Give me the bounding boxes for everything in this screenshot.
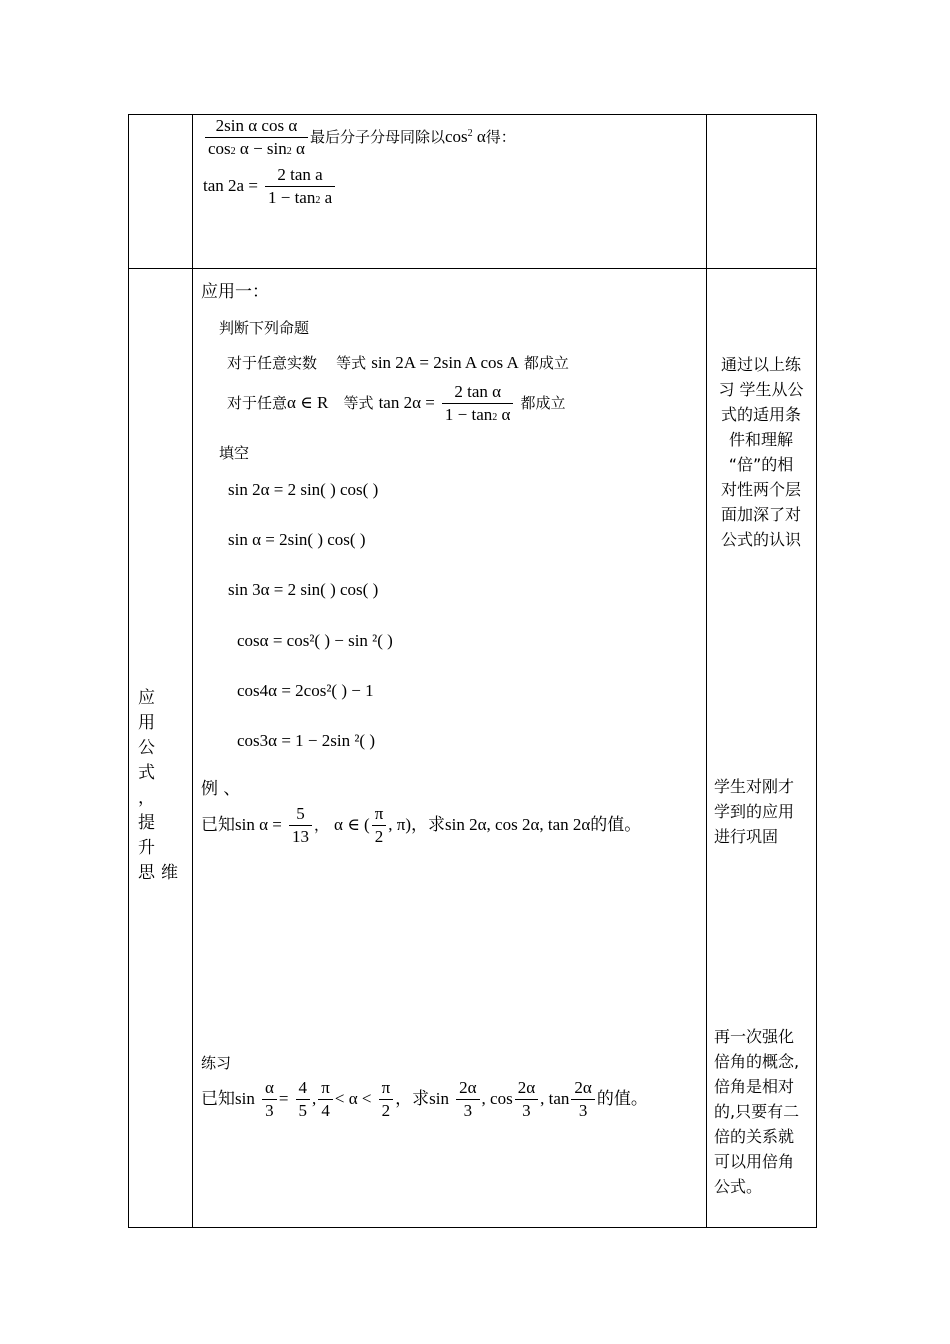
table-bottom-border	[128, 1227, 817, 1228]
formula-numerator: 2 tan a	[265, 165, 335, 187]
tan2a-formula	[203, 165, 337, 208]
derivation-fraction	[205, 116, 308, 159]
fill-line-6: cos3α = 1 − 2sin ²( )	[237, 731, 376, 750]
fill-line-1: sin 2α = 2 sin( ) cos( )	[228, 480, 379, 499]
table-top-border	[128, 114, 817, 115]
note-3: 再一次强化 倍角的概念, 倍角是相对 的,只要有二 倍的关系就 可以用倍角 公式。	[714, 1027, 800, 1196]
application-heading: 应用一：	[201, 282, 269, 302]
example-pi-fraction: $\frac{\pi}{2}$	[372, 804, 387, 847]
formula-lhs: tan 2a =	[203, 176, 258, 195]
fill-line-4: cosα = cos²( ) − sin ²( )	[237, 631, 393, 650]
fraction-denominator: cos2 α − sin2 α	[208, 139, 305, 158]
divisor-expression: $\cos^2 \alpha$	[444, 127, 486, 146]
fill-line-2: sin α = 2sin( ) cos( )	[228, 530, 366, 549]
column-divider-2	[706, 114, 707, 1228]
judge-item-1: 对于任意实数 等式 sin 2A = 2sin A cos A 都成立	[227, 353, 569, 372]
formula-fraction	[265, 165, 335, 208]
row2-content	[201, 272, 706, 1222]
note-2: 学生对刚才 学到的应用 进行巩固	[714, 777, 795, 846]
example-problem: 已知sin α = $\frac{5}{13}$ ， α ∈ ( $\frac{\pi}{2}$ , π)，求sin 2α, cos 2α, tan 2α的值。	[201, 804, 642, 846]
practice-problem: 已知sin $\frac{\alpha}{3}$ = $\frac{4}{5}$ , $\frac{\pi}{4}$ < α < $\frac{\pi}{2}$ ，求sin $\frac{2\alpha}{3}$ , cos $\frac{2\alpha}{3}$ , tan $\frac{2\alpha}{3}$ 的值。	[201, 1078, 648, 1120]
example-fraction: $\frac{5}{13}$	[289, 804, 312, 847]
formula-denominator: 1 − tan2 a	[268, 188, 333, 207]
judge2-fraction: $\frac{\text{2 tan α}}{1 - \tan 2 \alpha}$	[442, 382, 514, 425]
table-left-border	[128, 114, 129, 1228]
fill-line-3: sin 3α = 2 sin( ) cos( )	[228, 580, 379, 599]
fill-title: 填空	[219, 444, 250, 462]
derivation-line	[203, 116, 516, 159]
derivation-note: 最后分子分母同除以	[309, 128, 445, 146]
fraction-numerator: 2sin α cos α	[205, 116, 308, 138]
table-right-border	[816, 114, 817, 1228]
judge-item-2: 对于任意α ∈ R 等式 tan 2α = $\frac{\text{2 tan α}}{1 - \tan 2 \alpha}$ 都成立	[227, 382, 566, 424]
section-label: 应 用 公 式 ， 提 升 思维	[138, 688, 184, 883]
note-1: 通过以上练 习 学生从公 式的适用条 件和理解 “倍”的相 对性两个层 面加深了对 公式的认识	[718, 355, 804, 549]
judge-title: 判断下列命题	[219, 319, 310, 337]
practice-label: 练习	[201, 1054, 232, 1072]
column-divider-1	[192, 114, 193, 1228]
derivation-note-end: 得：	[485, 128, 516, 146]
row1-content	[203, 116, 703, 266]
row-divider	[128, 268, 817, 269]
judge1-formula: sin 2A = 2sin A cos A	[371, 353, 519, 372]
fill-line-5: cos4α = 2cos²( ) − 1	[237, 681, 374, 700]
example-label: 例 、	[201, 779, 241, 799]
